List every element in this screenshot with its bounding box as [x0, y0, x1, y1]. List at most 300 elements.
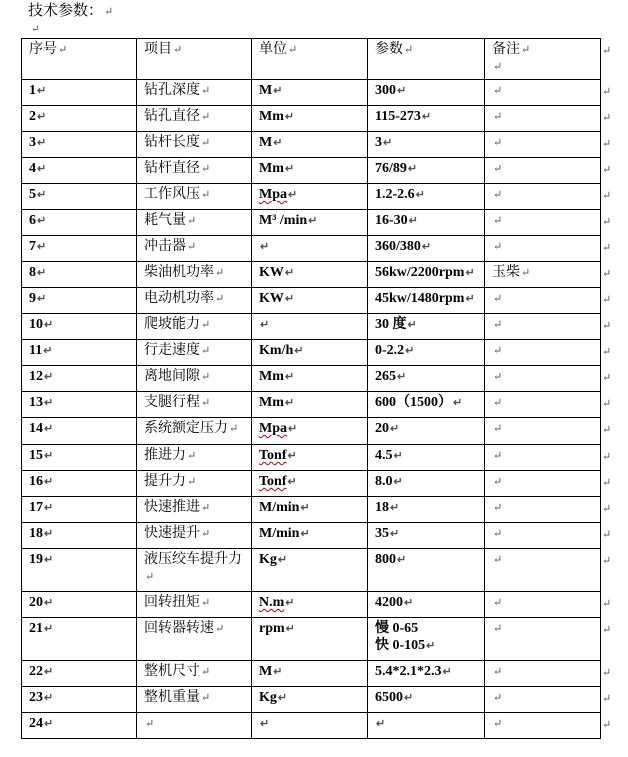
row-unit: [252, 314, 368, 340]
row-number: [22, 392, 137, 418]
paragraph-mark: ↵: [43, 345, 53, 357]
row-number-text: 7: [29, 239, 36, 254]
table-header-row: [22, 39, 601, 80]
row-note: [485, 262, 601, 288]
row-number: [22, 661, 137, 687]
paragraph-mark: ↵: [44, 450, 54, 462]
row-end-mark: ↵: [602, 692, 612, 705]
paragraph-mark: ↵: [294, 345, 304, 357]
row-item: [137, 184, 252, 210]
row-value: [368, 210, 485, 236]
row-value-text: 20: [375, 421, 389, 436]
paragraph-mark: ↵: [37, 215, 47, 227]
paragraph-mark: ↵: [201, 596, 211, 609]
row-value: [368, 184, 485, 210]
paragraph-mark: ↵: [421, 111, 432, 123]
paragraph-mark: ↵: [493, 136, 503, 149]
row-end-mark: ↵: [602, 528, 612, 541]
row-value-text: 4.5: [375, 448, 393, 463]
row-unit: [252, 184, 368, 210]
row-unit-text: Kg: [259, 552, 277, 567]
row-note: [485, 592, 601, 618]
row-item: [137, 713, 252, 739]
row-note: [485, 445, 601, 471]
table-row: [22, 262, 601, 288]
row-number-text: 24: [29, 716, 43, 731]
paragraph-mark: ↵: [37, 189, 47, 201]
row-unit-text: Tonf: [259, 448, 287, 463]
row-number-text: 14: [29, 421, 43, 436]
row-unit: [252, 418, 368, 445]
header-cell: [485, 39, 601, 80]
table-row: [22, 366, 601, 392]
row-item: [137, 497, 252, 523]
table-row: [22, 288, 601, 314]
row-end-mark: ↵: [602, 137, 612, 150]
row-number-text: 13: [29, 395, 43, 410]
row-end-mark: ↵: [602, 397, 612, 410]
paragraph-mark: ↵: [493, 622, 503, 635]
row-end-mark: ↵: [602, 111, 612, 124]
row-number: [22, 471, 137, 497]
row-item: [137, 158, 252, 184]
row-number: [22, 236, 137, 262]
row-number: [22, 288, 137, 314]
row-number-text: 1: [29, 83, 36, 98]
paragraph-mark: ↵: [390, 528, 400, 540]
paragraph-mark: ↵: [44, 319, 54, 331]
row-unit: [252, 262, 368, 288]
row-item-text: 钻杆长度: [144, 134, 200, 150]
paragraph-mark: ↵: [287, 450, 297, 462]
row-number: [22, 523, 137, 549]
paragraph-mark: ↵: [493, 553, 503, 566]
paragraph-mark: ↵: [201, 318, 211, 331]
row-item-text: 行走速度: [144, 342, 200, 358]
row-value-text: 0-2.2: [375, 343, 405, 358]
table-row: [22, 340, 601, 366]
row-unit: [252, 523, 368, 549]
paragraph-mark: ↵: [215, 266, 225, 279]
row-end-mark: ↵: [602, 267, 612, 280]
row-end-mark: ↵: [602, 476, 612, 489]
row-note: [485, 366, 601, 392]
row-item: [137, 210, 252, 236]
paragraph-mark: ↵: [397, 85, 407, 97]
paragraph-mark: ↵: [493, 84, 503, 97]
paragraph-mark: ↵: [493, 188, 503, 201]
row-item: [137, 288, 252, 314]
paragraph-mark: ↵: [493, 214, 503, 227]
row-value-text: 300: [375, 83, 396, 98]
row-unit: [252, 549, 368, 592]
row-end-mark: ↵: [602, 423, 612, 436]
row-number: [22, 497, 137, 523]
row-value: [368, 549, 485, 592]
paragraph-mark: ↵: [37, 111, 47, 123]
paragraph-mark: ↵: [300, 528, 310, 540]
paragraph-mark: ↵: [442, 666, 452, 678]
row-unit: [252, 158, 368, 184]
paragraph-mark: ↵: [453, 397, 463, 409]
table-row: [22, 236, 601, 262]
row-value: [368, 687, 485, 713]
row-value-text: 76/89: [375, 161, 407, 176]
row-number-text: 8: [29, 265, 36, 280]
paragraph-mark: ↵: [376, 718, 386, 730]
row-item-text: 爬坡能力: [144, 316, 200, 332]
row-note: [485, 340, 601, 366]
paragraph-mark: ↵: [493, 60, 503, 73]
paragraph-mark: ↵: [273, 666, 283, 678]
row-unit-text: Mm: [259, 161, 284, 176]
paragraph-mark: ↵: [44, 502, 54, 514]
table-row: [22, 713, 601, 739]
table-row: [22, 418, 601, 445]
paragraph-mark: ↵: [393, 476, 403, 488]
paragraph-mark: ↵: [37, 267, 47, 279]
row-unit: [252, 687, 368, 713]
row-end-mark: ↵: [602, 85, 612, 98]
paragraph-mark: ↵: [201, 110, 211, 123]
row-value: [368, 445, 485, 471]
paragraph-mark: ↵: [393, 450, 403, 462]
row-item: [137, 80, 252, 106]
row-unit-text: Mpa: [259, 187, 287, 202]
row-value: [368, 236, 485, 262]
paragraph-mark: ↵: [285, 623, 295, 635]
row-number: [22, 262, 137, 288]
paragraph-mark: ↵: [300, 502, 310, 514]
paragraph-mark: ↵: [493, 292, 503, 305]
row-item-text: 回转扭矩: [144, 594, 200, 610]
paragraph-mark: ↵: [145, 717, 155, 730]
paragraph-mark: ↵: [187, 214, 197, 227]
paragraph-mark: ↵: [44, 371, 54, 383]
row-unit-text: Km/h: [259, 343, 294, 358]
row-note: [485, 80, 601, 106]
paragraph-mark: ↵: [201, 84, 211, 97]
paragraph-mark: ↵: [493, 527, 503, 540]
row-item: [137, 549, 252, 592]
paragraph-mark: ↵: [288, 423, 298, 435]
row-number: [22, 618, 137, 661]
row-unit: [252, 80, 368, 106]
table-row: [22, 661, 601, 687]
row-number: [22, 592, 137, 618]
paragraph-mark: ↵: [104, 5, 114, 18]
table-row: [22, 314, 601, 340]
header-label: 项目: [144, 41, 172, 57]
row-unit: [252, 132, 368, 158]
row-value-text: 30 度: [375, 317, 407, 332]
paragraph-mark: ↵: [465, 293, 475, 305]
row-item: [137, 236, 252, 262]
paragraph-mark: ↵: [426, 640, 436, 652]
row-item: [137, 661, 252, 687]
row-unit: [252, 392, 368, 418]
paragraph-mark: ↵: [44, 623, 54, 635]
row-item: [137, 132, 252, 158]
row-number-text: 10: [29, 317, 43, 332]
row-number-text: 4: [29, 161, 36, 176]
paragraph-mark: ↵: [44, 397, 54, 409]
paragraph-mark: ↵: [187, 449, 197, 462]
paragraph-mark: ↵: [260, 241, 270, 253]
row-item: [137, 471, 252, 497]
paragraph-mark: ↵: [215, 622, 225, 635]
paragraph-mark: ↵: [201, 665, 211, 678]
paragraph-mark: ↵: [397, 371, 407, 383]
row-value-text: 600（1500）: [375, 395, 452, 410]
row-item-text: 整机重量: [144, 689, 200, 705]
paragraph-mark: ↵: [407, 319, 417, 331]
paragraph-mark: ↵: [284, 163, 295, 175]
paragraph-mark: ↵: [465, 267, 475, 279]
paragraph-mark: ↵: [493, 318, 503, 331]
paragraph-mark: ↵: [201, 396, 211, 409]
table-row: [22, 184, 601, 210]
paragraph-mark: ↵: [493, 162, 503, 175]
row-value: [368, 661, 485, 687]
row-item: [137, 418, 252, 445]
row-item-text: 工作风压: [144, 186, 200, 202]
row-value-text: 18: [375, 500, 389, 515]
table-row: [22, 106, 601, 132]
paragraph-mark: ↵: [408, 215, 418, 227]
row-unit: [252, 618, 368, 661]
row-value: [368, 132, 485, 158]
paragraph-mark: ↵: [201, 344, 211, 357]
paragraph-mark: ↵: [421, 241, 432, 253]
paragraph-mark: ↵: [44, 528, 54, 540]
paragraph-mark: ↵: [37, 293, 47, 305]
row-item: [137, 340, 252, 366]
row-item-text: 支腿行程: [144, 394, 200, 410]
row-number-text: 11: [29, 343, 43, 358]
paragraph-mark: ↵: [44, 718, 54, 730]
header-label: 备注: [492, 41, 520, 57]
paragraph-mark: ↵: [493, 344, 503, 357]
row-number: [22, 366, 137, 392]
paragraph-mark: ↵: [308, 215, 318, 227]
paragraph-mark: ↵: [44, 597, 54, 609]
paragraph-mark: ↵: [44, 476, 54, 488]
paragraph-mark: ↵: [201, 162, 211, 175]
row-number-text: 23: [29, 690, 43, 705]
paragraph-mark: ↵: [187, 240, 197, 253]
row-value: [368, 340, 485, 366]
paragraph-mark: ↵: [284, 293, 295, 305]
row-value: [368, 314, 485, 340]
paragraph-mark: ↵: [201, 691, 211, 704]
row-item: [137, 106, 252, 132]
row-end-mark: ↵: [602, 345, 612, 358]
row-number: [22, 80, 137, 106]
row-unit: [252, 236, 368, 262]
paragraph-mark: ↵: [493, 596, 503, 609]
paragraph-mark: ↵: [173, 43, 183, 56]
header-cell: [368, 39, 485, 80]
paragraph-mark: ↵: [201, 527, 211, 540]
header-cell: [137, 39, 252, 80]
row-number: [22, 445, 137, 471]
paragraph-mark: ↵: [493, 691, 503, 704]
paragraph-mark: ↵: [405, 345, 415, 357]
paragraph-mark: ↵: [404, 692, 414, 704]
paragraph-mark: ↵: [493, 240, 503, 253]
row-unit: [252, 340, 368, 366]
row-value-text: 8.0: [375, 474, 393, 489]
table-row: [22, 80, 601, 106]
paragraph-mark: ↵: [521, 266, 531, 279]
row-number: [22, 549, 137, 592]
row-value: [368, 106, 485, 132]
table-row: [22, 523, 601, 549]
paragraph-mark: ↵: [285, 597, 295, 609]
row-unit: [252, 661, 368, 687]
paragraph-mark: ↵: [415, 189, 425, 201]
row-unit-text: M: [259, 664, 273, 679]
row-unit-text: Mm: [259, 109, 284, 124]
paragraph-mark: ↵: [44, 692, 54, 704]
row-value-text: 6500: [375, 690, 403, 705]
table-row: [22, 471, 601, 497]
table-row: [22, 687, 601, 713]
paragraph-mark: ↵: [493, 370, 503, 383]
row-unit: [252, 366, 368, 392]
row-value-text: 45kw/1480rpm: [375, 291, 465, 306]
row-end-mark: ↵: [602, 319, 612, 332]
paragraph-mark: ↵: [284, 267, 295, 279]
row-note: [485, 549, 601, 592]
row-item-text: 快速提升: [144, 525, 200, 541]
row-note: [485, 314, 601, 340]
header-label: 参数: [375, 41, 403, 57]
paragraph-mark: ↵: [284, 111, 295, 123]
row-unit-text: Mm: [259, 395, 284, 410]
paragraph-mark: ↵: [521, 43, 531, 56]
row-item: [137, 618, 252, 661]
table-row: [22, 158, 601, 184]
row-number-text: 3: [29, 135, 36, 150]
row-number: [22, 106, 137, 132]
paragraph-mark: ↵: [288, 43, 298, 56]
row-item: [137, 314, 252, 340]
row-unit: [252, 471, 368, 497]
row-value-text: 4200: [375, 595, 403, 610]
row-value-text: 1.2-2.6: [375, 187, 415, 202]
paragraph-mark: ↵: [215, 292, 225, 305]
row-value-text: 35: [375, 526, 389, 541]
row-unit: [252, 445, 368, 471]
row-item-text: 钻孔深度: [144, 82, 200, 98]
page-title: [28, 1, 113, 21]
row-number-text: 9: [29, 291, 36, 306]
header-label: 序号: [29, 41, 57, 57]
row-unit-text: M/min: [259, 526, 300, 541]
row-unit-text: Mpa: [259, 421, 287, 436]
paragraph-mark: ↵: [288, 189, 298, 201]
paragraph-mark: ↵: [284, 397, 295, 409]
paragraph-mark: ↵: [390, 502, 400, 514]
row-value: [368, 618, 485, 661]
paragraph-mark: ↵: [37, 163, 47, 175]
row-value-text: 360/380: [375, 239, 421, 254]
title-text: 技术参数：: [28, 1, 104, 19]
paragraph-mark: ↵: [284, 371, 295, 383]
row-item: [137, 687, 252, 713]
row-item-text: 冲击器: [144, 238, 186, 254]
row-unit-text: Tonf: [259, 474, 287, 489]
row-note: [485, 158, 601, 184]
row-number: [22, 314, 137, 340]
row-unit: [252, 497, 368, 523]
row-number: [22, 132, 137, 158]
paragraph-mark: ↵: [397, 554, 407, 566]
row-note: [485, 618, 601, 661]
paragraph-mark: ↵: [58, 43, 68, 56]
row-number: [22, 340, 137, 366]
row-item: [137, 445, 252, 471]
paragraph-mark: ↵: [187, 475, 197, 488]
paragraph-mark: ↵: [404, 597, 414, 609]
row-end-mark: ↵: [602, 718, 612, 731]
row-end-mark: ↵: [602, 44, 612, 57]
table-row: [22, 210, 601, 236]
row-note: [485, 418, 601, 445]
row-end-mark: ↵: [602, 502, 612, 515]
row-end-mark: ↵: [602, 623, 612, 636]
paragraph-mark: ↵: [493, 110, 503, 123]
row-value: [368, 262, 485, 288]
paragraph-mark: ↵: [493, 717, 503, 730]
row-value-text: 3: [375, 135, 382, 150]
row-note: [485, 661, 601, 687]
paragraph-mark: ↵: [201, 370, 211, 383]
row-value: [368, 523, 485, 549]
row-unit: [252, 713, 368, 739]
paragraph-mark: ↵: [407, 163, 418, 175]
row-unit: [252, 288, 368, 314]
paragraph-mark: ↵: [287, 476, 297, 488]
paragraph-mark: ↵: [493, 449, 503, 462]
row-number: [22, 713, 137, 739]
row-value: [368, 592, 485, 618]
row-value-text: 慢 0-65: [375, 621, 419, 636]
paragraph-mark: ↵: [37, 85, 47, 97]
row-end-mark: ↵: [602, 241, 612, 254]
row-item-text: 液压绞车提升力: [144, 551, 242, 567]
row-unit-text: rpm: [259, 621, 285, 636]
row-end-mark: ↵: [602, 163, 612, 176]
row-value-text: 800: [375, 552, 396, 567]
paragraph-mark: ↵: [493, 396, 503, 409]
row-value-text: 5.4*2.1*2.3: [375, 664, 442, 679]
row-end-mark: ↵: [602, 371, 612, 384]
row-value-text: 16-30: [375, 213, 408, 228]
row-item: [137, 592, 252, 618]
row-unit-text: M: [259, 83, 273, 98]
row-note: [485, 523, 601, 549]
row-number: [22, 418, 137, 445]
row-item-text: 快速推进: [144, 499, 200, 515]
row-item: [137, 366, 252, 392]
row-end-mark: ↵: [602, 293, 612, 306]
row-end-mark: ↵: [602, 450, 612, 463]
row-item: [137, 392, 252, 418]
row-number-text: 5: [29, 187, 36, 202]
